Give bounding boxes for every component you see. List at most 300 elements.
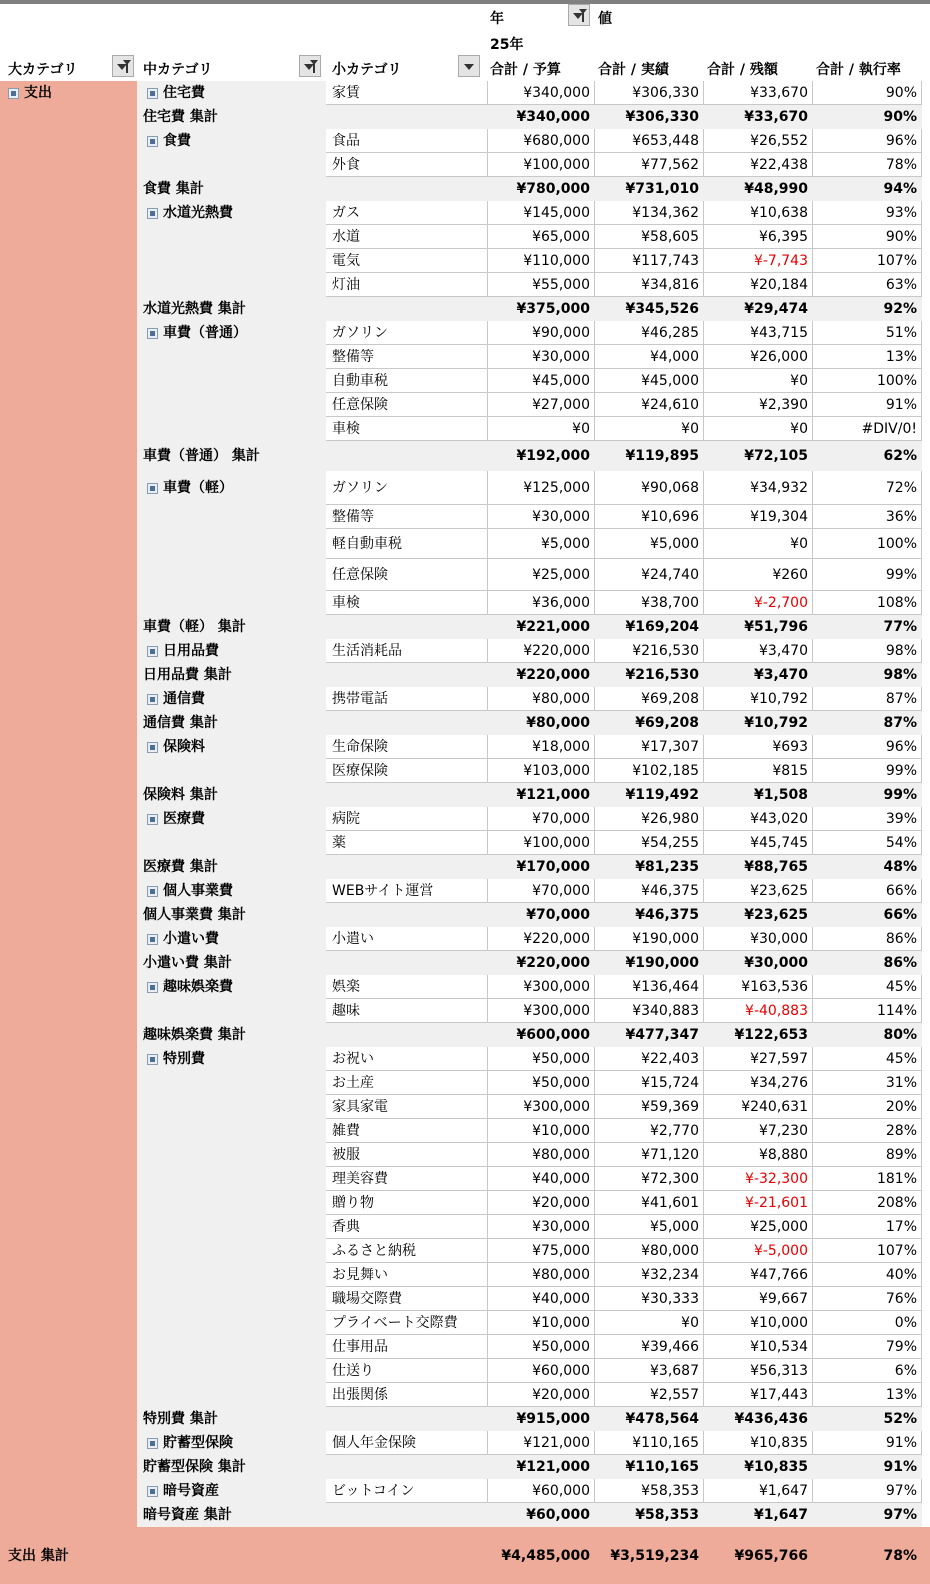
sub-category-cell[interactable]: 水道 xyxy=(332,229,360,245)
sub-category-cell[interactable]: 薬 xyxy=(332,835,346,851)
actual-cell[interactable]: ¥119,492 xyxy=(625,787,699,803)
collapse-icon[interactable] xyxy=(147,483,158,494)
remaining-cell[interactable]: ¥88,765 xyxy=(744,859,808,875)
budget-cell[interactable]: ¥45,000 xyxy=(532,373,590,389)
sub-category-cell[interactable]: 小遣い xyxy=(332,931,374,947)
budget-cell[interactable]: ¥40,000 xyxy=(532,1171,590,1187)
actual-cell[interactable]: ¥46,285 xyxy=(641,325,699,341)
sub-category-cell[interactable]: 家賃 xyxy=(332,85,360,101)
collapse-icon[interactable] xyxy=(147,742,158,753)
remaining-cell[interactable]: ¥815 xyxy=(772,763,808,779)
remaining-cell[interactable]: ¥29,474 xyxy=(744,301,808,317)
remaining-cell[interactable]: ¥26,000 xyxy=(750,349,808,365)
execution-rate-cell[interactable]: 48% xyxy=(883,859,917,875)
sub-category-cell[interactable]: 車検 xyxy=(332,595,360,611)
execution-rate-cell[interactable]: 100% xyxy=(876,373,917,389)
collapse-icon[interactable] xyxy=(147,814,158,825)
budget-cell[interactable]: ¥220,000 xyxy=(516,667,590,683)
sub-category-cell[interactable]: 軽自動車税 xyxy=(332,536,402,552)
execution-rate-cell[interactable]: 13% xyxy=(885,1387,917,1403)
budget-cell[interactable]: ¥680,000 xyxy=(523,133,590,149)
budget-cell[interactable]: ¥125,000 xyxy=(523,480,590,496)
budget-cell[interactable]: ¥60,000 xyxy=(526,1507,590,1523)
budget-cell[interactable]: ¥10,000 xyxy=(532,1123,590,1139)
sub-category-cell[interactable]: 理美容費 xyxy=(332,1171,388,1187)
mid-category-cell[interactable] xyxy=(137,879,326,903)
mid-category-cell[interactable] xyxy=(137,129,326,153)
execution-rate-cell[interactable]: 54% xyxy=(885,835,917,851)
actual-cell[interactable]: ¥0 xyxy=(681,421,699,437)
actual-cell[interactable]: ¥58,353 xyxy=(635,1507,699,1523)
execution-rate-cell[interactable]: 99% xyxy=(883,787,917,803)
budget-cell[interactable]: ¥220,000 xyxy=(523,931,590,947)
sub-category-cell[interactable]: 任意保険 xyxy=(332,567,388,583)
sub-category-cell[interactable]: 灯油 xyxy=(332,277,360,293)
budget-cell[interactable]: ¥65,000 xyxy=(532,229,590,245)
sub-category-cell[interactable]: ガス xyxy=(332,205,360,221)
remaining-cell[interactable]: ¥10,534 xyxy=(750,1339,808,1355)
actual-cell[interactable]: ¥71,120 xyxy=(641,1147,699,1163)
execution-rate-cell[interactable]: 92% xyxy=(883,301,917,317)
execution-rate-cell[interactable]: 45% xyxy=(885,1051,917,1067)
execution-rate-cell[interactable]: 78% xyxy=(885,157,917,173)
budget-cell[interactable]: ¥221,000 xyxy=(516,619,590,635)
remaining-cell[interactable]: ¥260 xyxy=(772,567,808,583)
actual-cell[interactable]: ¥69,208 xyxy=(635,715,699,731)
remaining-cell[interactable]: ¥30,000 xyxy=(750,931,808,947)
execution-rate-cell[interactable]: 86% xyxy=(883,955,917,971)
budget-cell[interactable]: ¥145,000 xyxy=(523,205,590,221)
remaining-cell[interactable]: ¥43,020 xyxy=(750,811,808,827)
actual-cell[interactable]: ¥39,466 xyxy=(641,1339,699,1355)
sub-category-cell[interactable]: お見舞い xyxy=(332,1267,388,1283)
remaining-cell[interactable]: ¥7,230 xyxy=(759,1123,808,1139)
execution-rate-cell[interactable]: 40% xyxy=(885,1267,917,1283)
sub-category-cell[interactable]: 外食 xyxy=(332,157,360,173)
remaining-cell[interactable]: ¥56,313 xyxy=(750,1363,808,1379)
budget-cell[interactable]: ¥30,000 xyxy=(532,509,590,525)
actual-cell[interactable]: ¥58,353 xyxy=(641,1483,699,1499)
remaining-cell[interactable]: ¥25,000 xyxy=(750,1219,808,1235)
budget-cell[interactable]: ¥80,000 xyxy=(532,691,590,707)
remaining-cell[interactable]: ¥0 xyxy=(790,536,808,552)
execution-rate-cell[interactable]: 97% xyxy=(885,1483,917,1499)
sub-category-cell[interactable]: 電気 xyxy=(332,253,360,269)
actual-cell[interactable]: ¥77,562 xyxy=(641,157,699,173)
budget-cell[interactable]: ¥80,000 xyxy=(532,1267,590,1283)
sub-category-cell[interactable]: ガソリン xyxy=(332,325,388,341)
actual-cell[interactable]: ¥46,375 xyxy=(641,883,699,899)
execution-rate-cell[interactable]: 90% xyxy=(883,109,917,125)
budget-cell[interactable]: ¥70,000 xyxy=(526,907,590,923)
execution-rate-cell[interactable]: 98% xyxy=(885,643,917,659)
execution-rate-cell[interactable]: 28% xyxy=(885,1123,917,1139)
budget-cell[interactable]: ¥110,000 xyxy=(523,253,590,269)
mid-category-cell[interactable] xyxy=(137,1479,326,1503)
year-filter-button[interactable] xyxy=(568,4,590,26)
remaining-cell[interactable]: ¥33,670 xyxy=(750,85,808,101)
execution-rate-cell[interactable]: 93% xyxy=(885,205,917,221)
actual-cell[interactable]: ¥306,330 xyxy=(632,85,699,101)
remaining-cell[interactable]: ¥122,653 xyxy=(734,1027,808,1043)
sub-category-cell[interactable]: 仕送り xyxy=(332,1363,374,1379)
remaining-cell[interactable]: ¥-5,000 xyxy=(753,1243,808,1259)
remaining-cell[interactable]: ¥27,597 xyxy=(750,1051,808,1067)
actual-cell[interactable]: ¥17,307 xyxy=(641,739,699,755)
mid-category-cell[interactable] xyxy=(137,1047,326,1071)
actual-cell[interactable]: ¥26,980 xyxy=(641,811,699,827)
grand-total-actual-cell[interactable]: ¥3,519,234 xyxy=(610,1547,699,1564)
execution-rate-cell[interactable]: 66% xyxy=(885,883,917,899)
execution-rate-cell[interactable]: 36% xyxy=(885,509,917,525)
sub-category-cell[interactable]: 被服 xyxy=(332,1147,360,1163)
actual-cell[interactable]: ¥72,300 xyxy=(641,1171,699,1187)
budget-cell[interactable]: ¥60,000 xyxy=(532,1363,590,1379)
actual-cell[interactable]: ¥45,000 xyxy=(641,373,699,389)
execution-rate-cell[interactable]: 62% xyxy=(883,448,917,464)
remaining-cell[interactable]: ¥-21,601 xyxy=(745,1195,808,1211)
execution-rate-cell[interactable]: 87% xyxy=(883,715,917,731)
remaining-cell[interactable]: ¥10,835 xyxy=(744,1459,808,1475)
remaining-cell[interactable]: ¥34,276 xyxy=(750,1075,808,1091)
budget-cell[interactable]: ¥300,000 xyxy=(523,1003,590,1019)
actual-cell[interactable]: ¥34,816 xyxy=(641,277,699,293)
sub-category-cell[interactable]: WEBサイト運営 xyxy=(332,883,434,899)
sub-category-cell[interactable]: 病院 xyxy=(332,811,360,827)
remaining-cell[interactable]: ¥51,796 xyxy=(744,619,808,635)
execution-rate-cell[interactable]: 98% xyxy=(883,667,917,683)
mid-category-cell[interactable] xyxy=(137,927,326,951)
mid-category-cell[interactable] xyxy=(137,687,326,711)
grand-total-execution-rate-cell[interactable]: 78% xyxy=(883,1547,917,1564)
budget-cell[interactable]: ¥340,000 xyxy=(516,109,590,125)
sub-category-cell[interactable]: 食品 xyxy=(332,133,360,149)
budget-cell[interactable]: ¥300,000 xyxy=(523,979,590,995)
collapse-icon[interactable] xyxy=(147,1438,158,1449)
budget-cell[interactable]: ¥103,000 xyxy=(523,763,590,779)
major-category-cell[interactable] xyxy=(8,81,136,105)
execution-rate-cell[interactable]: 86% xyxy=(885,931,917,947)
collapse-icon[interactable] xyxy=(147,1054,158,1065)
sub-category-cell[interactable]: 職場交際費 xyxy=(332,1291,402,1307)
budget-cell[interactable]: ¥90,000 xyxy=(532,325,590,341)
mid-category-cell[interactable] xyxy=(137,1431,326,1455)
mid-category-cell[interactable] xyxy=(137,321,326,345)
budget-cell[interactable]: ¥60,000 xyxy=(532,1483,590,1499)
execution-rate-cell[interactable]: 91% xyxy=(885,397,917,413)
remaining-cell[interactable]: ¥23,625 xyxy=(744,907,808,923)
remaining-cell[interactable]: ¥22,438 xyxy=(750,157,808,173)
remaining-cell[interactable]: ¥19,304 xyxy=(750,509,808,525)
sub-category-cell[interactable]: ふるさと納税 xyxy=(332,1243,416,1259)
actual-cell[interactable]: ¥190,000 xyxy=(632,931,699,947)
execution-rate-cell[interactable]: 91% xyxy=(883,1459,917,1475)
execution-rate-cell[interactable]: 77% xyxy=(883,619,917,635)
actual-cell[interactable]: ¥59,369 xyxy=(641,1099,699,1115)
mid-category-cell[interactable] xyxy=(137,201,326,225)
budget-cell[interactable]: ¥20,000 xyxy=(532,1387,590,1403)
actual-cell[interactable]: ¥22,403 xyxy=(641,1051,699,1067)
execution-rate-cell[interactable]: 114% xyxy=(876,1003,917,1019)
budget-cell[interactable]: ¥75,000 xyxy=(532,1243,590,1259)
mid-category-cell[interactable] xyxy=(137,639,326,663)
budget-cell[interactable]: ¥300,000 xyxy=(523,1099,590,1115)
budget-cell[interactable]: ¥25,000 xyxy=(532,567,590,583)
actual-cell[interactable]: ¥0 xyxy=(681,1315,699,1331)
remaining-cell[interactable]: ¥1,508 xyxy=(753,787,808,803)
sub-category-cell[interactable]: 医療保険 xyxy=(332,763,388,779)
actual-cell[interactable]: ¥653,448 xyxy=(632,133,699,149)
remaining-cell[interactable]: ¥10,792 xyxy=(744,715,808,731)
actual-cell[interactable]: ¥2,557 xyxy=(650,1387,699,1403)
sub-category-cell[interactable]: 生命保険 xyxy=(332,739,388,755)
sub-category-cell[interactable]: 出張関係 xyxy=(332,1387,388,1403)
collapse-icon[interactable] xyxy=(147,88,158,99)
budget-cell[interactable]: ¥0 xyxy=(572,421,590,437)
execution-rate-cell[interactable]: 107% xyxy=(876,1243,917,1259)
budget-cell[interactable]: ¥50,000 xyxy=(532,1339,590,1355)
execution-rate-cell[interactable]: 87% xyxy=(885,691,917,707)
remaining-cell[interactable]: ¥20,184 xyxy=(750,277,808,293)
remaining-cell[interactable]: ¥1,647 xyxy=(759,1483,808,1499)
sub-category-cell[interactable]: 家具家電 xyxy=(332,1099,388,1115)
budget-cell[interactable]: ¥50,000 xyxy=(532,1051,590,1067)
budget-cell[interactable]: ¥30,000 xyxy=(532,1219,590,1235)
collapse-icon[interactable] xyxy=(147,328,158,339)
remaining-cell[interactable]: ¥-32,300 xyxy=(745,1171,808,1187)
collapse-icon[interactable] xyxy=(147,646,158,657)
execution-rate-cell[interactable]: 39% xyxy=(885,811,917,827)
execution-rate-cell[interactable]: 90% xyxy=(885,229,917,245)
execution-rate-cell[interactable]: 0% xyxy=(894,1315,917,1331)
sub-category-cell[interactable]: 生活消耗品 xyxy=(332,643,402,659)
sub-category-cell[interactable]: プライベート交際費 xyxy=(332,1315,458,1331)
sub-category-cell[interactable]: 雑費 xyxy=(332,1123,360,1139)
collapse-icon[interactable] xyxy=(147,934,158,945)
actual-cell[interactable]: ¥32,234 xyxy=(641,1267,699,1283)
budget-cell[interactable]: ¥20,000 xyxy=(532,1195,590,1211)
execution-rate-cell[interactable]: 52% xyxy=(883,1411,917,1427)
budget-cell[interactable]: ¥10,000 xyxy=(532,1315,590,1331)
remaining-cell[interactable]: ¥47,766 xyxy=(750,1267,808,1283)
budget-cell[interactable]: ¥170,000 xyxy=(516,859,590,875)
execution-rate-cell[interactable]: 31% xyxy=(885,1075,917,1091)
collapse-icon[interactable] xyxy=(147,208,158,219)
actual-cell[interactable]: ¥345,526 xyxy=(625,301,699,317)
actual-cell[interactable]: ¥10,696 xyxy=(641,509,699,525)
execution-rate-cell[interactable]: 79% xyxy=(885,1339,917,1355)
actual-cell[interactable]: ¥54,255 xyxy=(641,835,699,851)
collapse-icon[interactable] xyxy=(147,136,158,147)
remaining-cell[interactable]: ¥10,638 xyxy=(750,205,808,221)
budget-cell[interactable]: ¥80,000 xyxy=(526,715,590,731)
actual-cell[interactable]: ¥24,610 xyxy=(641,397,699,413)
grand-total-remaining-cell[interactable]: ¥965,766 xyxy=(734,1547,808,1564)
actual-cell[interactable]: ¥5,000 xyxy=(650,536,699,552)
remaining-cell[interactable]: ¥34,932 xyxy=(750,480,808,496)
budget-cell[interactable]: ¥30,000 xyxy=(532,349,590,365)
budget-cell[interactable]: ¥100,000 xyxy=(523,157,590,173)
remaining-cell[interactable]: ¥436,436 xyxy=(734,1411,808,1427)
remaining-cell[interactable]: ¥3,470 xyxy=(753,667,808,683)
remaining-cell[interactable]: ¥2,390 xyxy=(759,397,808,413)
actual-cell[interactable]: ¥102,185 xyxy=(632,763,699,779)
sub-category-cell[interactable]: 仕事用品 xyxy=(332,1339,388,1355)
execution-rate-cell[interactable]: 208% xyxy=(876,1195,917,1211)
execution-rate-cell[interactable]: 108% xyxy=(876,595,917,611)
actual-cell[interactable]: ¥190,000 xyxy=(625,955,699,971)
actual-cell[interactable]: ¥5,000 xyxy=(650,1219,699,1235)
remaining-cell[interactable]: ¥693 xyxy=(772,739,808,755)
actual-cell[interactable]: ¥169,204 xyxy=(625,619,699,635)
sub-category-cell[interactable]: 整備等 xyxy=(332,509,374,525)
remaining-cell[interactable]: ¥23,625 xyxy=(750,883,808,899)
remaining-cell[interactable]: ¥163,536 xyxy=(741,979,808,995)
remaining-cell[interactable]: ¥10,835 xyxy=(750,1435,808,1451)
actual-cell[interactable]: ¥110,165 xyxy=(632,1435,699,1451)
execution-rate-cell[interactable]: 99% xyxy=(885,763,917,779)
remaining-cell[interactable]: ¥33,670 xyxy=(744,109,808,125)
actual-cell[interactable]: ¥80,000 xyxy=(641,1243,699,1259)
budget-cell[interactable]: ¥780,000 xyxy=(516,181,590,197)
actual-cell[interactable]: ¥90,068 xyxy=(641,480,699,496)
actual-cell[interactable]: ¥24,740 xyxy=(641,567,699,583)
execution-rate-cell[interactable]: 51% xyxy=(885,325,917,341)
remaining-cell[interactable]: ¥72,105 xyxy=(744,448,808,464)
execution-rate-cell[interactable]: 96% xyxy=(885,133,917,149)
sub-category-cell[interactable]: 贈り物 xyxy=(332,1195,374,1211)
actual-cell[interactable]: ¥41,601 xyxy=(641,1195,699,1211)
collapse-icon[interactable] xyxy=(147,694,158,705)
execution-rate-cell[interactable]: 63% xyxy=(885,277,917,293)
remaining-cell[interactable]: ¥6,395 xyxy=(759,229,808,245)
actual-cell[interactable]: ¥216,530 xyxy=(632,643,699,659)
actual-cell[interactable]: ¥3,687 xyxy=(650,1363,699,1379)
budget-cell[interactable]: ¥121,000 xyxy=(516,1459,590,1475)
sub-category-cell[interactable]: 個人年金保険 xyxy=(332,1435,416,1451)
sub-category-cell[interactable]: お祝い xyxy=(332,1051,374,1067)
collapse-icon[interactable] xyxy=(147,1486,158,1497)
remaining-cell[interactable]: ¥3,470 xyxy=(759,643,808,659)
collapse-icon[interactable] xyxy=(8,88,19,99)
actual-cell[interactable]: ¥478,564 xyxy=(625,1411,699,1427)
remaining-cell[interactable]: ¥10,792 xyxy=(750,691,808,707)
budget-cell[interactable]: ¥36,000 xyxy=(532,595,590,611)
actual-cell[interactable]: ¥136,464 xyxy=(632,979,699,995)
grand-total-budget-cell[interactable]: ¥4,485,000 xyxy=(501,1547,590,1564)
execution-rate-cell[interactable]: 80% xyxy=(883,1027,917,1043)
sub-category-cell[interactable]: 車検 xyxy=(332,421,360,437)
execution-rate-cell[interactable]: 99% xyxy=(885,567,917,583)
actual-cell[interactable]: ¥69,208 xyxy=(641,691,699,707)
budget-cell[interactable]: ¥50,000 xyxy=(532,1075,590,1091)
remaining-cell[interactable]: ¥30,000 xyxy=(744,955,808,971)
actual-cell[interactable]: ¥731,010 xyxy=(625,181,699,197)
actual-cell[interactable]: ¥30,333 xyxy=(641,1291,699,1307)
execution-rate-cell[interactable]: 91% xyxy=(885,1435,917,1451)
execution-rate-cell[interactable]: 107% xyxy=(876,253,917,269)
execution-rate-cell[interactable]: 90% xyxy=(885,85,917,101)
sub-category-cell[interactable]: 自動車税 xyxy=(332,373,388,389)
remaining-cell[interactable]: ¥43,715 xyxy=(750,325,808,341)
execution-rate-cell[interactable]: 6% xyxy=(894,1363,917,1379)
budget-cell[interactable]: ¥55,000 xyxy=(532,277,590,293)
execution-rate-cell[interactable]: 13% xyxy=(885,349,917,365)
budget-cell[interactable]: ¥70,000 xyxy=(532,811,590,827)
collapse-icon[interactable] xyxy=(147,982,158,993)
budget-cell[interactable]: ¥915,000 xyxy=(516,1411,590,1427)
remaining-cell[interactable]: ¥45,745 xyxy=(750,835,808,851)
remaining-cell[interactable]: ¥-2,700 xyxy=(753,595,808,611)
budget-cell[interactable]: ¥100,000 xyxy=(523,835,590,851)
sub-category-cell[interactable]: 娯楽 xyxy=(332,979,360,995)
budget-cell[interactable]: ¥192,000 xyxy=(516,448,590,464)
actual-cell[interactable]: ¥4,000 xyxy=(650,349,699,365)
budget-cell[interactable]: ¥80,000 xyxy=(532,1147,590,1163)
execution-rate-cell[interactable]: 17% xyxy=(885,1219,917,1235)
actual-cell[interactable]: ¥15,724 xyxy=(641,1075,699,1091)
budget-cell[interactable]: ¥340,000 xyxy=(523,85,590,101)
remaining-cell[interactable]: ¥0 xyxy=(790,421,808,437)
execution-rate-cell[interactable]: 96% xyxy=(885,739,917,755)
actual-cell[interactable]: ¥216,530 xyxy=(625,667,699,683)
sub-category-cell[interactable]: 携帯電話 xyxy=(332,691,388,707)
actual-cell[interactable]: ¥117,743 xyxy=(632,253,699,269)
remaining-cell[interactable]: ¥48,990 xyxy=(744,181,808,197)
sub-category-dropdown-button[interactable] xyxy=(458,55,480,77)
actual-cell[interactable]: ¥58,605 xyxy=(641,229,699,245)
actual-cell[interactable]: ¥2,770 xyxy=(650,1123,699,1139)
actual-cell[interactable]: ¥134,362 xyxy=(632,205,699,221)
remaining-cell[interactable]: ¥-7,743 xyxy=(753,253,808,269)
remaining-cell[interactable]: ¥26,552 xyxy=(750,133,808,149)
budget-cell[interactable]: ¥375,000 xyxy=(516,301,590,317)
execution-rate-cell[interactable]: 72% xyxy=(885,480,917,496)
collapse-icon[interactable] xyxy=(147,886,158,897)
actual-cell[interactable]: ¥46,375 xyxy=(635,907,699,923)
budget-cell[interactable]: ¥220,000 xyxy=(516,955,590,971)
actual-cell[interactable]: ¥110,165 xyxy=(625,1459,699,1475)
budget-cell[interactable]: ¥5,000 xyxy=(541,536,590,552)
execution-rate-cell[interactable]: 97% xyxy=(883,1507,917,1523)
execution-rate-cell[interactable]: 45% xyxy=(885,979,917,995)
sub-category-cell[interactable]: 趣味 xyxy=(332,1003,360,1019)
budget-cell[interactable]: ¥40,000 xyxy=(532,1291,590,1307)
budget-cell[interactable]: ¥27,000 xyxy=(532,397,590,413)
actual-cell[interactable]: ¥119,895 xyxy=(625,448,699,464)
actual-cell[interactable]: ¥81,235 xyxy=(635,859,699,875)
budget-cell[interactable]: ¥121,000 xyxy=(516,787,590,803)
sub-category-cell[interactable]: 香典 xyxy=(332,1219,360,1235)
actual-cell[interactable]: ¥306,330 xyxy=(625,109,699,125)
remaining-cell[interactable]: ¥8,880 xyxy=(759,1147,808,1163)
mid-category-filter-button[interactable] xyxy=(299,55,321,77)
remaining-cell[interactable]: ¥10,000 xyxy=(750,1315,808,1331)
execution-rate-cell[interactable]: 100% xyxy=(876,536,917,552)
remaining-cell[interactable]: ¥17,443 xyxy=(750,1387,808,1403)
budget-cell[interactable]: ¥220,000 xyxy=(523,643,590,659)
major-category-filter-button[interactable] xyxy=(112,55,134,77)
sub-category-cell[interactable]: 任意保険 xyxy=(332,397,388,413)
mid-category-cell[interactable] xyxy=(137,81,326,105)
budget-cell[interactable]: ¥121,000 xyxy=(523,1435,590,1451)
execution-rate-cell[interactable]: 66% xyxy=(883,907,917,923)
remaining-cell[interactable]: ¥0 xyxy=(790,373,808,389)
budget-cell[interactable]: ¥600,000 xyxy=(516,1027,590,1043)
budget-cell[interactable]: ¥70,000 xyxy=(532,883,590,899)
execution-rate-cell[interactable]: 76% xyxy=(885,1291,917,1307)
execution-rate-cell[interactable]: 181% xyxy=(876,1171,917,1187)
